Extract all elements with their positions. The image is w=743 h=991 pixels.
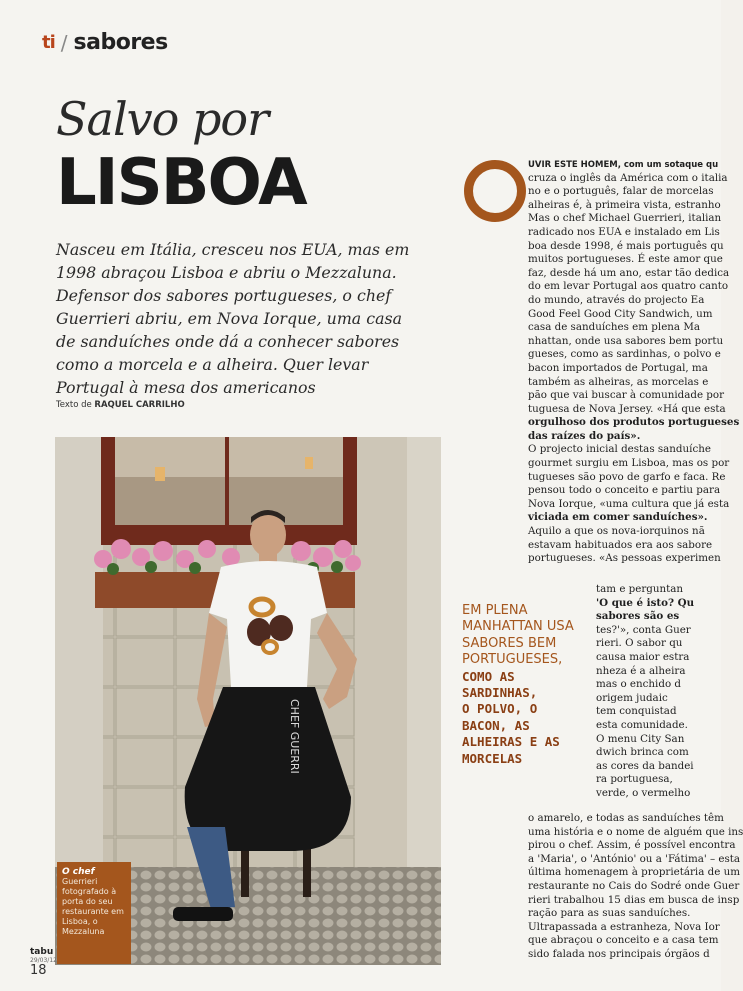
body-line: rieri trabalhou 15 dias em busca de insp xyxy=(528,893,740,906)
pull-quote-line: MANHATTAN USA xyxy=(462,619,574,635)
body-line: que abraçou o conceito e a casa tem xyxy=(528,934,719,947)
body-line: mas o enchido d xyxy=(596,678,682,691)
pull-quote-line: O POLVO, O xyxy=(462,701,538,717)
body-line: sabores são es xyxy=(596,610,680,623)
body-line: O projecto inicial destas sanduíche xyxy=(528,443,711,456)
body-line: tam e perguntan xyxy=(596,583,684,595)
body-line: radicado nos EUA e instalado em Lis xyxy=(528,225,720,238)
body-line: origem judaic xyxy=(596,691,668,704)
caption-text: Guerrieri fotografado à porta do seu restaurante em Lisboa, o Mezzaluna xyxy=(62,877,124,936)
byline xyxy=(56,400,185,410)
body-line: a 'Maria', o 'António' ou a 'Fátima' – esta xyxy=(528,852,741,865)
body-line: causa maior estra xyxy=(596,650,690,663)
byline-prefix: Texto de xyxy=(56,400,92,410)
body-line: UVIR ESTE HOMEM, com um sotaque qu xyxy=(528,160,719,170)
body-line: o amarelo, e todas as sanduíches têm xyxy=(528,812,724,824)
body-line: do mundo, através do projecto Ea xyxy=(528,293,705,306)
body-line: orgulhoso dos produtos portugueses xyxy=(528,416,740,429)
body-line: das raízes do país». xyxy=(528,429,641,442)
body-line: pão que vai buscar à comunidade por xyxy=(528,389,725,402)
body-line: do em levar Portugal aos quatro canto xyxy=(528,280,729,293)
body-line: estavam habituados era aos sabore xyxy=(528,538,713,551)
photo-caption xyxy=(57,862,131,964)
apron-text: CHEF GUERRI xyxy=(288,699,301,774)
body-line: alheiras é, à primeira vista, estranho xyxy=(528,198,721,211)
body-line: também as alheiras, as morcelas e xyxy=(528,375,709,388)
footer-brand: tabu xyxy=(30,947,54,957)
body-line: rieri. O sabor qu xyxy=(596,637,683,650)
body-line: tuguesa de Nova Jersey. «Há que esta xyxy=(528,402,726,415)
pull-quote xyxy=(462,603,592,767)
pull-quote-line: SARDINHAS, xyxy=(462,685,538,701)
body-line: Aquilo a que os nova-iorquinos nã xyxy=(528,525,705,538)
body-line: viciada em comer sanduíches». xyxy=(528,511,708,524)
body-line: muitos portugueses. É este amor que xyxy=(528,253,723,266)
body-line: nheza é a alheira xyxy=(596,664,686,677)
body-line: pensou todo o conceito e partiu para xyxy=(528,484,721,497)
section-name: sabores xyxy=(73,30,168,55)
byline-author: RAQUEL CARRILHO xyxy=(94,400,185,410)
body-line: verde, o vermelho xyxy=(596,786,691,799)
pull-quote-line: PORTUGUESES, xyxy=(462,652,563,668)
body-line: uma história e o nome de alguém que ins xyxy=(528,825,743,838)
body-column-bottom xyxy=(528,812,743,962)
body-line: ração para as suas sanduíches. xyxy=(528,907,691,920)
body-line: boa desde 1998, é mais português qu xyxy=(528,239,724,252)
body-line: última homenagem à proprietária de um xyxy=(528,866,740,879)
body-line: portugueses. «As pessoas experimen xyxy=(528,552,721,565)
body-line: dwich brinca com xyxy=(596,746,689,759)
body-line: esta comunidade. xyxy=(596,718,688,731)
body-line: tem conquistad xyxy=(596,705,677,718)
body-line: Good Feel Good City Sandwich, um xyxy=(528,307,713,320)
body-line: O menu City San xyxy=(596,732,685,745)
body-line: as cores da bandei xyxy=(596,759,694,772)
pull-quote-line: EM PLENA xyxy=(462,603,528,618)
body-line: ra portuguesa, xyxy=(596,773,673,786)
body-column-narrow xyxy=(596,583,716,801)
pull-quote-line: SABORES BEM xyxy=(462,635,557,651)
body-line: casa de sanduíches em plena Ma xyxy=(528,321,701,334)
body-line: 'O que é isto? Qu xyxy=(596,596,695,609)
body-line: Mas o chef Michael Guerrieri, italian xyxy=(528,212,722,225)
body-line: nhattan, onde usa sabores bem portu xyxy=(528,334,724,347)
section-separator: / xyxy=(60,30,68,55)
headline-line-2: LISBOA xyxy=(56,146,306,220)
body-line: cruza o inglês da América com o italia xyxy=(528,171,728,184)
body-line: faz, desde há um ano, estar tão dedica xyxy=(528,266,730,279)
body-line: tugueses são povo de garfo e faca. Re xyxy=(528,470,726,483)
pull-quote-line: COMO AS xyxy=(462,668,515,684)
caption-title: O chef xyxy=(62,867,95,877)
headline-line-1: Salvo por xyxy=(56,92,269,146)
body-line: Ultrapassada a estranheza, Nova Ior xyxy=(528,920,720,933)
pull-quote-line: MORCELAS xyxy=(462,750,523,766)
body-line: Nova Iorque, «uma cultura que já esta xyxy=(528,497,730,510)
body-line: pirou o chef. Assim, é possível encontra xyxy=(528,839,736,852)
body-line: gueses, como as sardinhas, o polvo e xyxy=(528,348,721,361)
magazine-logo: ti xyxy=(42,32,55,53)
pull-quote-line: BACON, AS xyxy=(462,717,530,733)
footer-date: 29/03/12 xyxy=(30,957,57,964)
standfirst: Nasceu em Itália, cresceu nos EUA, mas em 1998 abraçou Lisboa e abriu o Mezzaluna. Defensor dos sabores portugueses, o chef Guerrieri abriu, em Nova Iorque, uma casa de sanduíches onde dá a conhecer sabores como a morcela e a alheira. Quer levar Portugal à mesa dos americanos xyxy=(56,240,410,397)
body-line: bacon importados de Portugal, ma xyxy=(528,361,708,374)
page-number: 18 xyxy=(30,963,47,978)
body-line: gourmet surgiu em Lisboa, mas os por xyxy=(528,457,730,470)
section-header xyxy=(42,30,168,55)
body-line: sido falada nos principais órgãos d xyxy=(528,947,710,960)
body-line: restaurante no Cais do Sodré onde Guer xyxy=(528,879,740,892)
body-line: tes?'», conta Guer xyxy=(596,623,691,636)
body-line: no e o português, falar de morcelas xyxy=(528,185,714,198)
body-column-top xyxy=(528,158,740,566)
drop-cap-o xyxy=(464,160,526,222)
pull-quote-line: ALHEIRAS E AS xyxy=(462,734,560,750)
